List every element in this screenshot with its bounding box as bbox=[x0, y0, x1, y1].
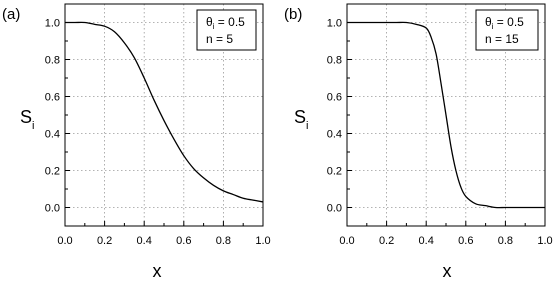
legend-theta-symbol: θ bbox=[485, 15, 492, 29]
y-tick-label: 1.0 bbox=[44, 17, 60, 30]
x-tick-label: 0.2 bbox=[378, 235, 395, 247]
y-tick-label: 0.0 bbox=[44, 202, 60, 215]
legend-theta-symbol: θ bbox=[206, 15, 213, 29]
panel-label: (b) bbox=[284, 6, 303, 23]
y-label-main: S bbox=[294, 107, 307, 127]
x-tick-label: 0.4 bbox=[136, 235, 152, 247]
x-tick-label: 0.0 bbox=[57, 235, 73, 247]
x-axis bbox=[339, 221, 552, 247]
legend-theta-sub: i bbox=[212, 22, 215, 31]
panel-label: (a) bbox=[2, 6, 21, 23]
legend-theta-line bbox=[206, 15, 245, 31]
x-tick-label: 1.0 bbox=[255, 235, 271, 247]
legend-theta-line bbox=[485, 15, 524, 31]
x-tick-label: 0.8 bbox=[215, 235, 232, 247]
y-axis-label bbox=[294, 107, 308, 132]
x-axis-label: x bbox=[152, 261, 162, 281]
y-tick-label: 0.0 bbox=[326, 202, 342, 215]
x-tick-label: 0.4 bbox=[418, 235, 434, 247]
y-axis bbox=[45, 18, 70, 226]
x-tick-label: 1.0 bbox=[537, 235, 553, 247]
y-label-sub: i bbox=[32, 120, 35, 132]
panel-a bbox=[2, 4, 271, 281]
y-tick-label: 0.8 bbox=[44, 54, 60, 67]
y-tick-label: 0.2 bbox=[44, 165, 60, 178]
y-axis-label bbox=[20, 107, 34, 132]
y-tick-label: 0.4 bbox=[326, 128, 342, 141]
x-tick-label: 0.0 bbox=[339, 235, 355, 247]
legend-n-line: n = 5 bbox=[206, 32, 234, 46]
y-tick-label: 0.4 bbox=[44, 128, 60, 141]
y-tick-label: 0.6 bbox=[326, 91, 342, 104]
y-tick-label: 0.2 bbox=[326, 165, 342, 178]
legend-n-line: n = 15 bbox=[485, 32, 519, 46]
y-tick-label: 0.6 bbox=[44, 91, 60, 104]
x-tick-label: 0.2 bbox=[96, 235, 113, 247]
x-axis bbox=[57, 221, 270, 247]
legend-theta-sub: i bbox=[491, 22, 494, 31]
y-axis bbox=[327, 18, 352, 226]
legend-box bbox=[197, 10, 256, 50]
legend-theta-value: = 0.5 bbox=[214, 15, 245, 29]
y-label-sub: i bbox=[306, 120, 309, 132]
x-tick-label: 0.8 bbox=[497, 235, 514, 247]
legend-theta-value: = 0.5 bbox=[493, 15, 524, 29]
x-tick-label: 0.6 bbox=[176, 235, 192, 247]
x-tick-label: 0.6 bbox=[458, 235, 474, 247]
x-axis-label: x bbox=[442, 261, 452, 281]
y-tick-label: 1.0 bbox=[326, 17, 342, 30]
y-tick-label: 0.8 bbox=[326, 54, 342, 67]
panel-b bbox=[284, 4, 553, 281]
y-label-main: S bbox=[20, 107, 33, 127]
legend-box bbox=[476, 10, 538, 50]
